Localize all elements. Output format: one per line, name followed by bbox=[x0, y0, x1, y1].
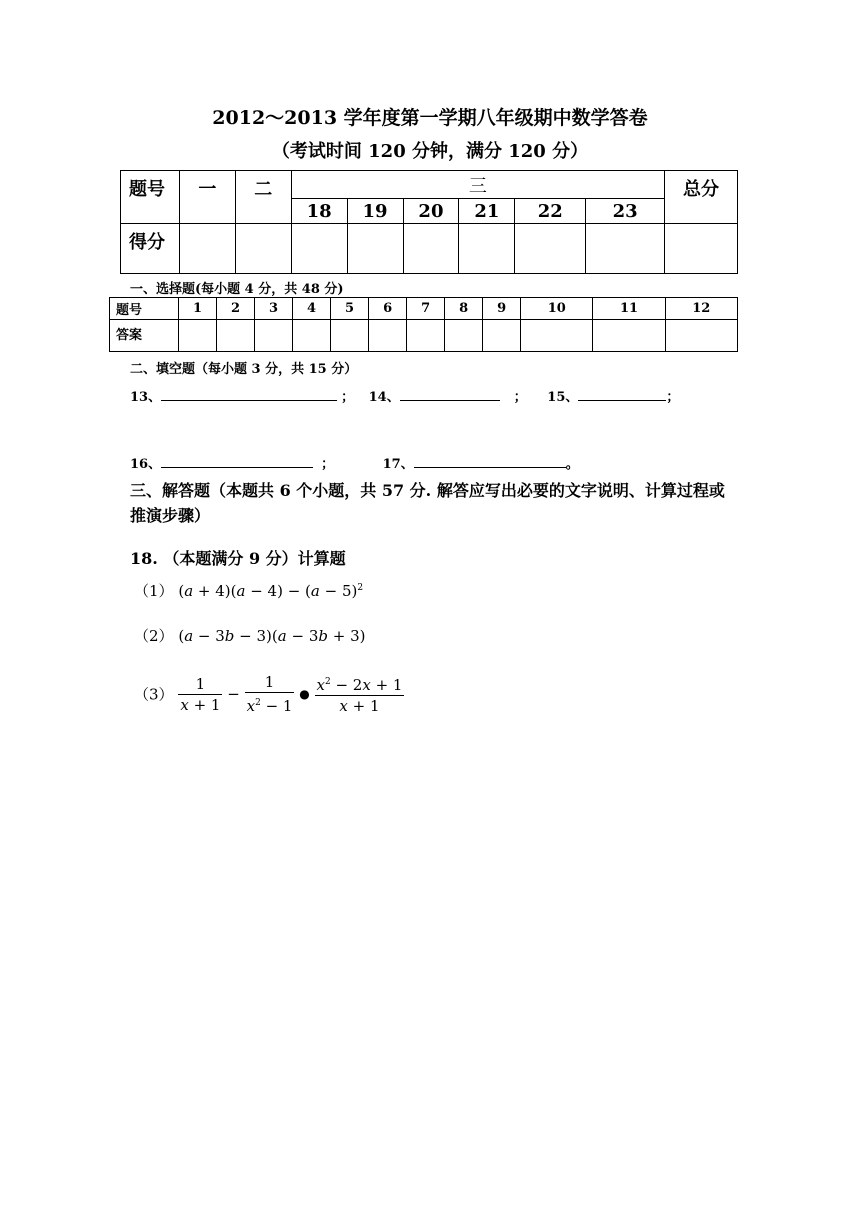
fraction-1: $\frac{1}{x + 1}$ bbox=[180, 674, 221, 714]
q15-sep: ； bbox=[666, 390, 680, 405]
score-cell[interactable] bbox=[459, 224, 515, 274]
q14-label: 14、 bbox=[368, 390, 400, 405]
choice-number: 11 bbox=[593, 298, 665, 320]
sub-col-23: 23 bbox=[586, 199, 665, 224]
choice-number: 4 bbox=[293, 298, 331, 320]
fill-row-1 bbox=[130, 386, 679, 405]
q18-part2 bbox=[134, 625, 365, 646]
sub-col-22: 22 bbox=[515, 199, 586, 224]
sub-col-20: 20 bbox=[403, 199, 459, 224]
choice-answer-table bbox=[109, 297, 738, 352]
section2-heading: 二、填空题（每小题 3 分，共 15 分） bbox=[130, 362, 358, 377]
q14-sep: ； bbox=[513, 390, 527, 405]
answer-cell[interactable] bbox=[217, 320, 255, 352]
q14-blank[interactable] bbox=[400, 387, 500, 401]
page-title: 2012～2013 学年度第一学期八年级期中数学答卷 bbox=[212, 107, 648, 129]
choice-number: 9 bbox=[483, 298, 521, 320]
choice-answer-row bbox=[110, 320, 738, 352]
score-cell[interactable] bbox=[403, 224, 459, 274]
score-table-header-label: 题号 bbox=[121, 171, 180, 224]
answer-cell[interactable] bbox=[665, 320, 737, 352]
answer-cell[interactable] bbox=[179, 320, 217, 352]
answer-cell[interactable] bbox=[593, 320, 665, 352]
answer-cell[interactable] bbox=[445, 320, 483, 352]
answer-cell[interactable] bbox=[483, 320, 521, 352]
q16-blank[interactable] bbox=[161, 454, 313, 468]
sub-col-18: 18 bbox=[291, 199, 347, 224]
part1-expression: $(a + 4)(a - 4) - (a - 5)^2$ bbox=[178, 582, 364, 600]
q15-blank[interactable] bbox=[578, 387, 666, 401]
part2-expression: (a − 3b − 3)(a − 3b + 3) bbox=[178, 627, 366, 645]
choice-number-row bbox=[110, 298, 738, 320]
choice-number: 5 bbox=[331, 298, 369, 320]
choice-number: 8 bbox=[445, 298, 483, 320]
answer-cell[interactable] bbox=[407, 320, 445, 352]
choice-number: 3 bbox=[255, 298, 293, 320]
choice-number: 2 bbox=[217, 298, 255, 320]
score-cell[interactable] bbox=[586, 224, 665, 274]
part1-label: （1） bbox=[134, 582, 174, 600]
sub-col-19: 19 bbox=[347, 199, 403, 224]
choice-row-label: 题号 bbox=[110, 298, 179, 320]
section1-heading: 一、选择题(每小题 4 分，共 48 分) bbox=[130, 282, 344, 297]
sub-col-21: 21 bbox=[459, 199, 515, 224]
choice-number: 6 bbox=[369, 298, 407, 320]
score-table bbox=[120, 170, 738, 274]
part3-expression: $\frac{1}{x + 1}$ − $\frac{1}{x^2 - 1}$ ● $\frac{x^2 - 2x + 1}{x + 1}$ bbox=[180, 673, 403, 715]
q13-sep: ； bbox=[341, 390, 355, 405]
page-subtitle: （考试时间 120 分钟，满分 120 分） bbox=[271, 141, 589, 162]
q13-label: 13、 bbox=[130, 390, 162, 405]
part2-label: （2） bbox=[134, 627, 174, 645]
fill-row-2 bbox=[130, 453, 579, 472]
answer-cell[interactable] bbox=[255, 320, 293, 352]
col-total: 总分 bbox=[665, 171, 738, 224]
part3-label: （3） bbox=[134, 685, 174, 704]
q17-blank[interactable] bbox=[414, 454, 566, 468]
col-section-one: 一 bbox=[179, 171, 235, 224]
section3-heading: 三、解答题（本题共 6 个小题，共 57 分. 解答应写出必要的文字说明、计算过程或推演步骤） bbox=[130, 481, 725, 525]
choice-number: 1 bbox=[179, 298, 217, 320]
q18-part1 bbox=[134, 580, 363, 601]
answer-cell[interactable] bbox=[331, 320, 369, 352]
q15-label: 15、 bbox=[547, 390, 579, 405]
choice-number: 12 bbox=[665, 298, 737, 320]
fraction-2: $\frac{1}{x^2 - 1}$ bbox=[246, 673, 293, 715]
fraction-3: $\frac{x^2 - 2x + 1}{x + 1}$ bbox=[315, 672, 405, 716]
q17-end: 。 bbox=[565, 457, 579, 472]
choice-number: 10 bbox=[521, 298, 593, 320]
score-cell[interactable] bbox=[179, 224, 235, 274]
q17-label: 17、 bbox=[382, 457, 414, 472]
col-section-three: 三 bbox=[291, 171, 664, 199]
score-cell[interactable] bbox=[291, 224, 347, 274]
score-cell[interactable] bbox=[665, 224, 738, 274]
col-section-two: 二 bbox=[235, 171, 291, 224]
q13-blank[interactable] bbox=[161, 387, 337, 401]
score-cell[interactable] bbox=[347, 224, 403, 274]
score-cell[interactable] bbox=[515, 224, 586, 274]
answer-cell[interactable] bbox=[293, 320, 331, 352]
answer-cell[interactable] bbox=[521, 320, 593, 352]
q18-part3 bbox=[134, 672, 404, 716]
score-row bbox=[121, 224, 738, 274]
score-cell[interactable] bbox=[235, 224, 291, 274]
q16-sep: ； bbox=[321, 457, 335, 472]
score-label: 得分 bbox=[121, 224, 180, 274]
q16-label: 16、 bbox=[130, 457, 162, 472]
choice-answer-label: 答案 bbox=[110, 320, 179, 352]
answer-cell[interactable] bbox=[369, 320, 407, 352]
q18-heading: 18. （本题满分 9 分）计算题 bbox=[130, 549, 346, 568]
choice-number: 7 bbox=[407, 298, 445, 320]
